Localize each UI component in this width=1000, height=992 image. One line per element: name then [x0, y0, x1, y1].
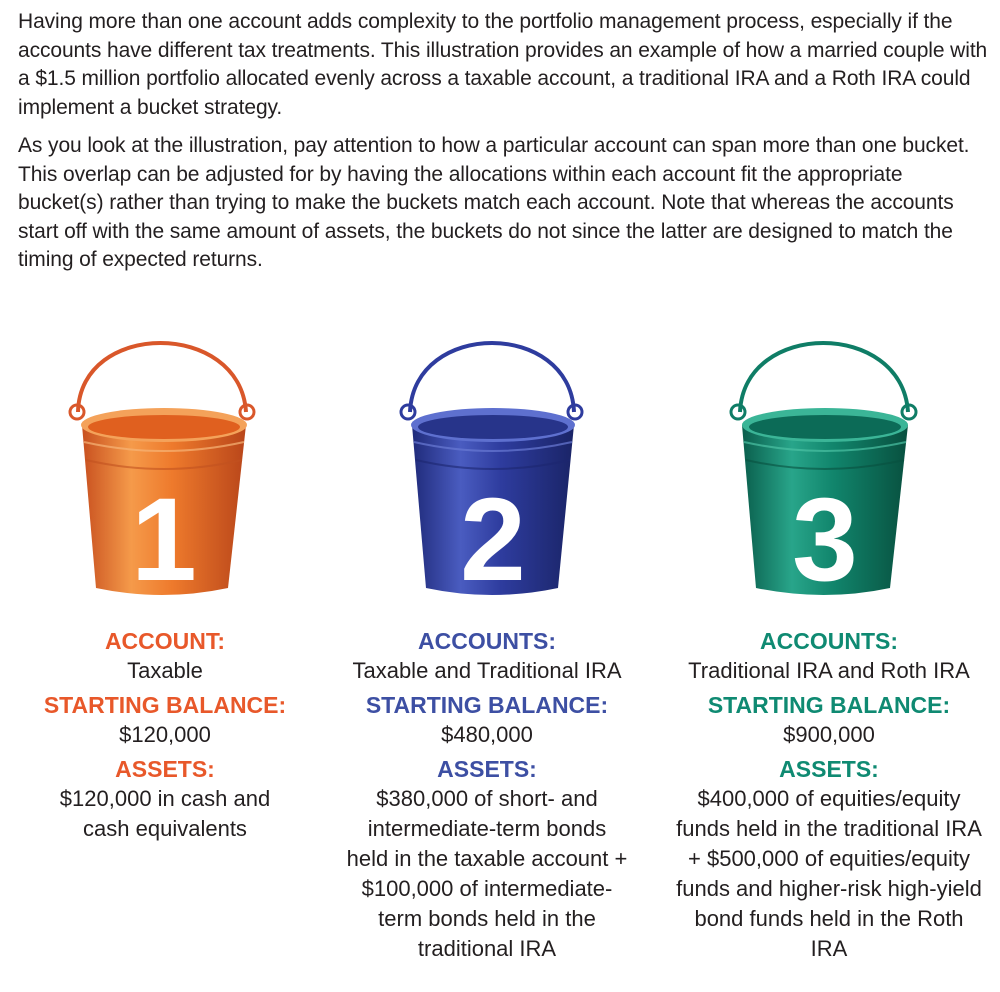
intro-paragraph-2: As you look at the illustration, pay attention to how a particular account can span more than one bucket. This overlap can be adjusted for by having the allocations within each account fit the appropriate bucket(s) rather than trying to make the buckets match each account. Note that whereas the accounts start off with the same amount of assets, the buckets do not since the latter are designed to match the timing of expected returns.	[18, 134, 970, 271]
bucket-1-balance-label: STARTING BALANCE:	[43, 692, 287, 718]
bucket-3-assets-value: $400,000 of equities/equity funds held in the traditional IRA + $500,000 of equities/equity funds and higher-risk high-yield bond funds held in the Roth IRA	[676, 786, 982, 961]
bucket-3-account-value: Traditional IRA and Roth IRA	[688, 658, 970, 683]
intro-text	[18, 8, 993, 285]
bucket-3-balance-label: STARTING BALANCE:	[707, 692, 951, 718]
bucket-2-info	[322, 622, 652, 966]
bucket-column-1	[0, 330, 330, 990]
bucket-2-number: 2	[460, 474, 526, 606]
bucket-2-balance-label: STARTING BALANCE:	[365, 692, 609, 718]
bucket-2-assets-value: $380,000 of short- and intermediate-term bonds held in the taxable account + $100,000 of intermediate-term bonds held in the traditional IRA	[346, 786, 628, 961]
bucket-3-info	[664, 622, 994, 966]
bucket-3-assets-label: ASSETS:	[779, 756, 879, 782]
bucket-column-2	[322, 330, 652, 990]
bucket-2-balance-value: $480,000	[441, 722, 533, 747]
bucket-2-account-value: Taxable and Traditional IRA	[352, 658, 622, 683]
bucket-1-account-value: Taxable	[127, 658, 203, 683]
bucket-1-icon	[0, 330, 330, 620]
bucket-3-balance-value: $900,000	[783, 722, 875, 747]
bucket-2-assets-label: ASSETS:	[437, 756, 537, 782]
bucket-2-icon	[322, 330, 652, 620]
bucket-column-3	[664, 330, 994, 990]
bucket-1-assets-label: ASSETS:	[115, 756, 215, 782]
bucket-2-account-label: ACCOUNTS:	[418, 628, 556, 654]
bucket-1-number: 1	[131, 474, 197, 606]
bucket-1-assets-value: $120,000 in cash and cash equivalents	[59, 786, 271, 841]
bucket-3-icon	[664, 330, 994, 620]
bucket-1-info	[0, 622, 330, 846]
bucket-3-number: 3	[792, 474, 858, 606]
intro-paragraph-1: Having more than one account adds complexity to the portfolio management process, especially if the accounts have different tax treatments. This illustration provides an example of how a married couple with a $1.5 million portfolio allocated evenly across a taxable account, a traditional IRA and a Roth IRA could implement a bucket strategy.	[18, 10, 988, 119]
bucket-3-account-label: ACCOUNTS:	[760, 628, 898, 654]
bucket-1-balance-value: $120,000	[119, 722, 211, 747]
bucket-1-account-label: ACCOUNT:	[104, 628, 226, 654]
